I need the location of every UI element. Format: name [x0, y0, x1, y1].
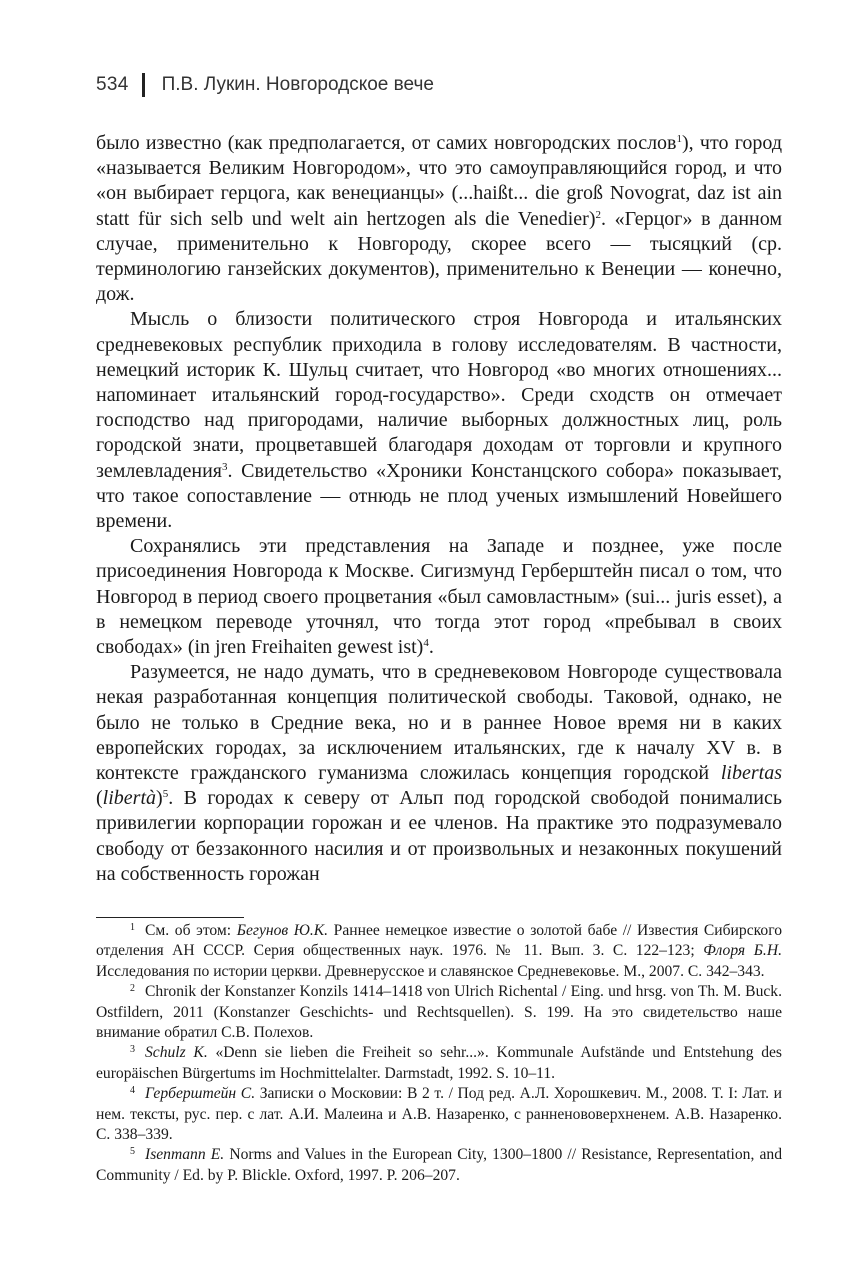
paragraph-text: .	[428, 636, 434, 659]
paragraph-text: (	[96, 787, 103, 810]
footnote-number: 5	[130, 1146, 135, 1158]
footnote-text: Раннее немецкое известие о золотой бабе // Известия Сибирского отделения АН СССР. Серия общественных наук. 1976. № 11. Вып. 3. С. 122–123;	[96, 922, 783, 960]
footnote-text: См. об этом:	[145, 922, 237, 939]
paragraph-text: )	[156, 787, 163, 810]
paragraph-text: Сохранялись эти представления на Западе и позднее, уже после присоединения Новгорода к Москве. Сигизмунд Герберштейн писал о том, что Новгород в период своего процветания «был самовластным» (sui... juris esset), а в немецком переводе уточнял, что тогда этот город «пребывал в своих свободах» (in jren Freihaiten gewest ist)	[96, 535, 782, 659]
footnote-3	[96, 1043, 782, 1084]
paragraph-text: . Свидетельство «Хроники Констанцского собора» показывает, что такое сопоставление — отнюдь не плод ученых измышлений Новейшего времени.	[96, 459, 782, 533]
footnote-ref-4[interactable]: 4	[423, 637, 429, 650]
footnote-text: Norms and Values in the European City, 1300–1800 // Resistance, Representation, and Community / Ed. by P. Blickle. Oxford, 1997. P. 206–207.	[96, 1146, 782, 1184]
footnote-4	[96, 1084, 782, 1145]
footnote-number: 2	[130, 983, 135, 995]
paragraph-text: Разумеется, не надо думать, что в средневековом Новгороде существовала некая разработанная концепция политической свободы. Таковой, однако, не было не только в Средние века, но и в раннее Новое время ни в каких европейских городах, за исключением итальянских, где к началу XV в. в контексте гражданского гуманизма сложилась концепция городской	[96, 661, 782, 785]
footnote-number: 3	[130, 1044, 135, 1056]
footnotes	[96, 921, 782, 1186]
paragraph-text: . В городах к северу от Альп под городской свободой понимались привилегии корпорации горожан и ее членов. На практике это подразумевало свободу от беззаконного насилия и от произвольных и незаконных покушений на собственность горожан	[96, 787, 782, 885]
author-name: Флоря Б.Н.	[703, 942, 782, 960]
footnote-ref-2[interactable]: 2	[595, 208, 601, 221]
footnote-text: Chronik der Konstanzer Konzils 1414–1418 von Ulrich Richental / Eing. und hrsg. von Th. M. Buck. Ostfildern, 2011 (Konstanzer Geschichts- und Rechtsquellen). S. 199. На это свидетельство наше внимание обратил С.В. Полехов.	[96, 983, 782, 1042]
footnote-5	[96, 1145, 782, 1186]
footnote-text: Записки о Московии: В 2 т. / Под ред. А.Л. Хорошкевич. М., 2008. Т. I: Лат. и нем. тексты, рус. пер. с лат. А.И. Малеина и А.В. Назаренко, с ранненововерхненем. А.В. Назаренко. С. 338–339.	[96, 1085, 782, 1144]
paragraph-3	[96, 534, 782, 660]
running-title: П.В. Лукин. Новгородское вече	[161, 74, 434, 95]
footnote-text: «Denn sie lieben die Freiheit so sehr...». Kommunale Aufstände und Entstehung des europäischen Bürgertums im Hochmittelalter. Darmstadt, 1992. S. 10–11.	[96, 1044, 783, 1082]
paragraph-4	[96, 660, 782, 887]
header-divider	[142, 73, 145, 97]
running-header	[96, 68, 796, 102]
paragraph-text: ), что город «называется Великим Новгородом», что это самоуправляющийся город, и что «он выбирает герцога, как венецианцы» (...haißt... die groß Novograt, daz ist ain statt für sich selb und welt ain hertzogen als die Venedier)	[96, 132, 783, 230]
footnote-1	[96, 921, 782, 982]
footnote-ref-5[interactable]: 5	[162, 788, 169, 801]
author-name: Isenmann E.	[145, 1146, 225, 1164]
paragraph-2	[96, 307, 782, 534]
author-name: Schulz K.	[145, 1044, 208, 1062]
paragraph-text: . «Герцог» в данном случае, применительно к Новгороду, скорее всего — тысяцкий (ср. терминологию ганзейских документов), применительно к Венеции — конечно, дож.	[96, 207, 783, 306]
footnote-separator	[96, 917, 244, 918]
footnote-ref-1[interactable]: 1	[676, 133, 683, 145]
italic-term: libertas	[720, 762, 782, 785]
author-name: Бегунов Ю.К.	[236, 922, 329, 939]
paragraph-text: было известно (как предполагается, от самих новгородских послов	[96, 132, 677, 154]
footnote-2	[96, 982, 782, 1043]
footnote-text: Исследования по истории церкви. Древнерусское и славянское Средневековье. М., 2007. С. 342–343.	[96, 962, 765, 980]
footnote-number: 4	[130, 1085, 135, 1097]
paragraph-1	[96, 131, 782, 307]
italic-term: libertà	[102, 787, 157, 810]
paragraph-text: Мысль о близости политического строя Новгорода и итальянских средневековых республик приходила в голову исследователям. В частности, немецкий историк К. Шульц считает, что Новгород «во многих отношениях... напоминает итальянский город-государство». Среди сходств он отмечает господство над пригородами, наличие выборных должностных лиц, роль городской знати, процветавшей благодаря доходам от торговли и крупного землевладения	[96, 308, 782, 482]
main-text	[96, 131, 782, 887]
footnote-number: 1	[130, 922, 135, 933]
author-name: Герберштейн С.	[145, 1085, 256, 1103]
footnote-ref-3[interactable]: 3	[222, 460, 228, 473]
page-number: 534	[96, 74, 129, 95]
